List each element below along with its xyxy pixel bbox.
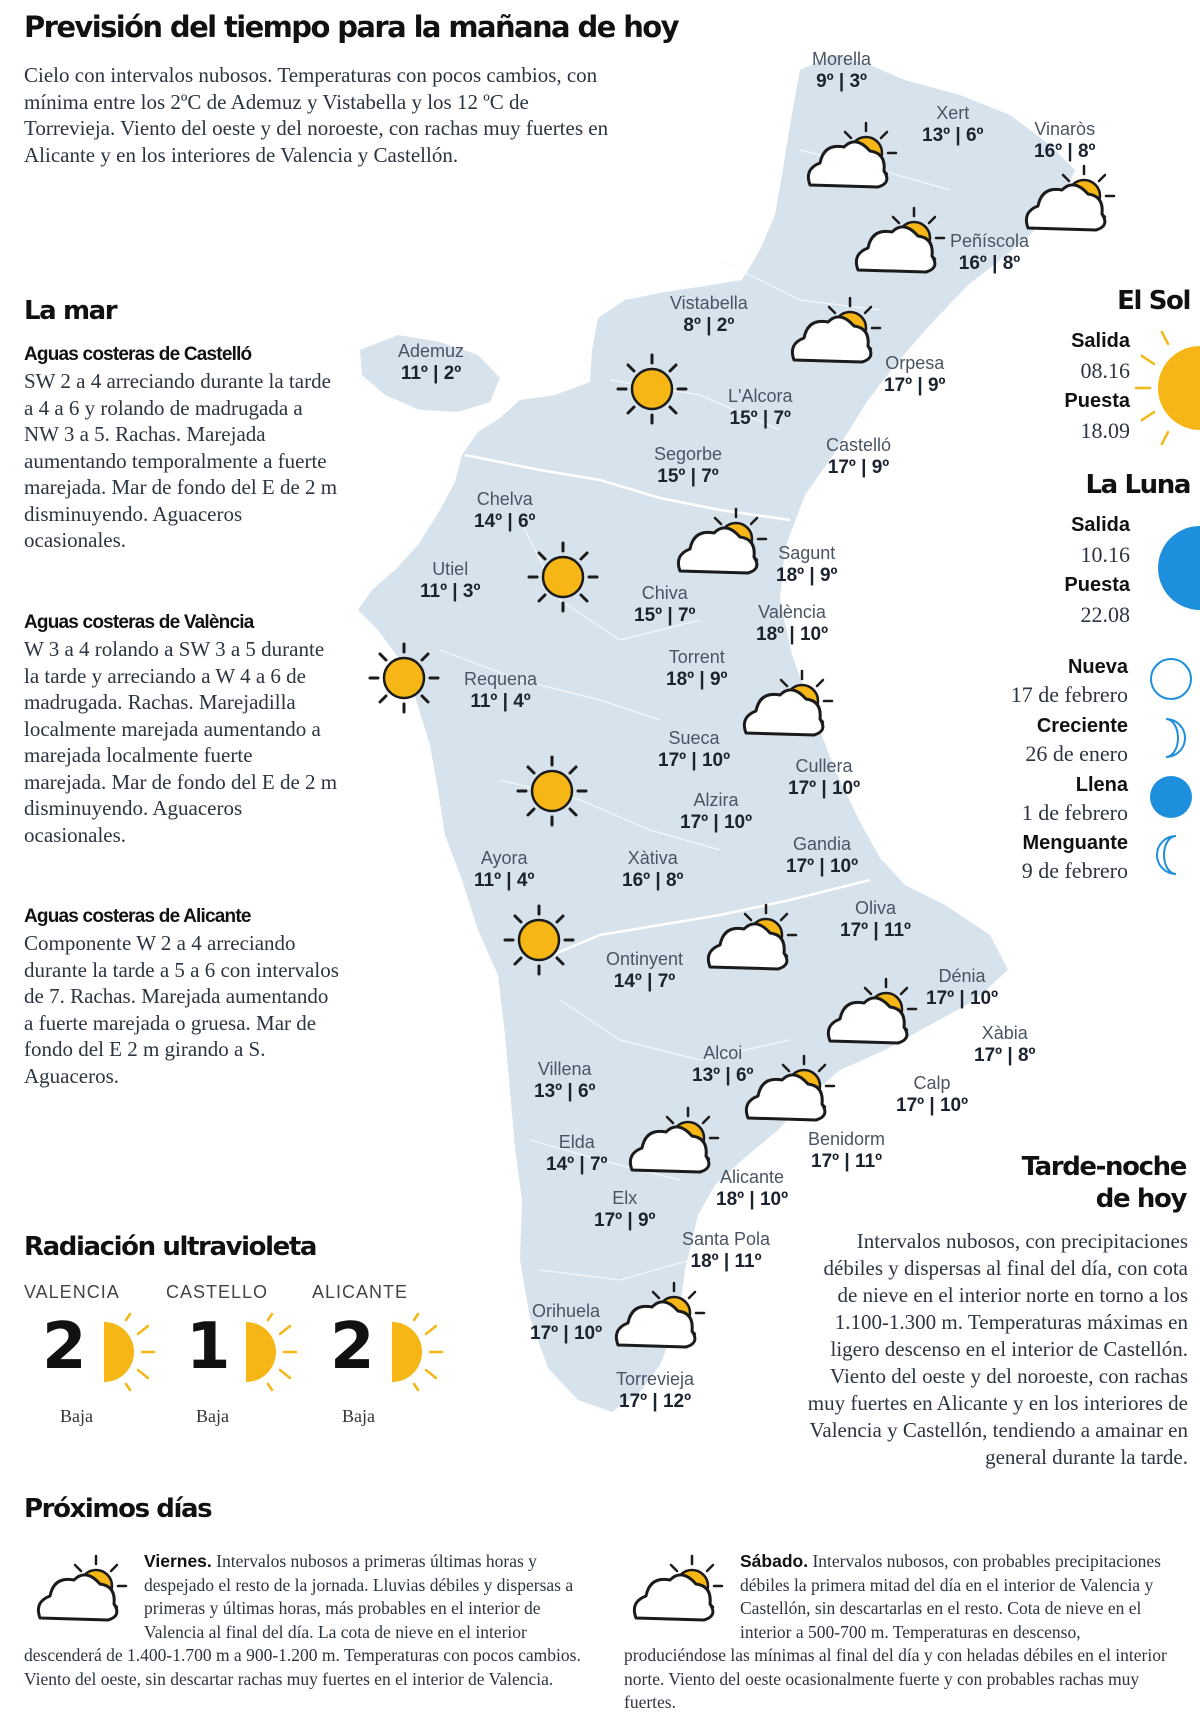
moon-phase-label: Nueva [1067, 656, 1128, 678]
city-label: Morella 9º | 3º [812, 49, 872, 92]
uv-city: VALENCIA [24, 1282, 120, 1302]
full-moon-icon [1148, 774, 1194, 820]
half-sun-icon [100, 1312, 160, 1392]
city-label: Villena 13º | 6º [534, 1059, 596, 1102]
evening-title-line2: de hoy [1095, 1184, 1186, 1214]
day-label: Viernes. [144, 1551, 212, 1571]
day-forecast [24, 1550, 594, 1691]
partly-cloudy-icon [616, 1283, 704, 1347]
city-label: Ayora 11º | 4º [474, 848, 535, 891]
partly-cloudy-icon [808, 123, 896, 187]
moon-set-label: Puesta [1064, 574, 1130, 596]
moon-rise-label: Salida [1071, 514, 1130, 536]
city-label: Dénia 17º | 10º [926, 966, 999, 1009]
uv-value: 2 [330, 1310, 375, 1384]
moon-phase-date: 17 de febrero [1010, 682, 1128, 707]
half-sun-icon [242, 1312, 302, 1392]
uv-value: 2 [42, 1310, 87, 1384]
city-label: Oliva 17º | 11º [840, 898, 911, 941]
city-label: Castelló 17º | 9º [826, 435, 892, 478]
city-label: Chelva 14º | 6º [474, 489, 536, 532]
city-label: Utiel 11º | 3º [420, 559, 481, 602]
city-label: Elda 14º | 7º [546, 1132, 608, 1175]
city-label: València 18º | 10º [756, 602, 829, 645]
moon-title: La Luna [1085, 470, 1190, 500]
city-label: Vinaròs 16º | 8º [1034, 119, 1096, 162]
sun-icon [1130, 326, 1200, 450]
uv-title: Radiación ultravioleta [24, 1232, 317, 1262]
partly-cloudy-icon [792, 298, 880, 362]
city-label: Gandia 17º | 10º [786, 834, 859, 877]
day-forecast [624, 1550, 1180, 1715]
sun-icon [505, 906, 573, 974]
city-label: Ontinyent 14º | 7º [606, 949, 684, 992]
new-moon-icon [1148, 656, 1194, 702]
partly-cloudy-icon [856, 208, 944, 272]
city-label: Alcoi 13º | 6º [692, 1043, 754, 1086]
moon-phase-date: 26 de enero [1025, 741, 1128, 766]
sea-section [24, 344, 339, 554]
sun-icon [518, 757, 586, 825]
page-title: Previsión del tiempo para la mañana de hoy [24, 10, 678, 44]
partly-cloudy-icon [1026, 166, 1114, 230]
city-label: Vistabella 8º | 2º [670, 293, 748, 336]
sea-heading: Aguas costeras de Castelló [24, 344, 252, 365]
sea-text: W 3 a 4 rolando a SW 3 a 5 durante la tarde y arreciando a W 4 a 6 de madrugada. Rachas. Marejadilla localmente marejada aumentando a marejada localmente fuerte marejada. Mar de fondo del E de 2 m disminuyendo. Aguaceros ocasionales. [24, 637, 338, 847]
moon-phase-label: Creciente [1036, 715, 1128, 737]
city-label: Orihuela 17º | 10º [530, 1301, 603, 1344]
sun-set-time: 18.09 [1080, 418, 1130, 443]
intro-text: Cielo con intervalos nubosos. Temperaturas con pocos cambios, con mínima entre los 2ºC de Ademuz y Vistabella y los 12 ºC de Torrevieja. Viento del oeste y del noroeste, con rachas muy fuertes en Alicante y en los interiores de Valencia y Castellón. [24, 63, 609, 167]
uv-city: CASTELLO [166, 1282, 269, 1302]
city-label: Calp 17º | 10º [896, 1073, 969, 1116]
moon-rise-time: 10.16 [1080, 542, 1130, 567]
partly-cloudy-icon [746, 1056, 834, 1120]
sun-rise-label: Salida [1071, 330, 1130, 352]
city-label: Cullera 17º | 10º [788, 756, 861, 799]
moon-phase-label: Llena [1075, 774, 1128, 796]
city-label: Sagunt 18º | 9º [776, 543, 838, 586]
sun-set-label: Puesta [1064, 390, 1130, 412]
uv-item [24, 1282, 164, 1426]
day-text: Intervalos nubosos, con probables precipitaciones débiles la primera mitad del día en el interior de Valencia y Castellón, sin descartarlas en el resto. Cota de nieve en el interior a 500-700 m. Temperaturas en descenso, produciéndose las mínimas al final del día y con heladas débiles en el interior norte. Viento del oeste ocasionalmente fuerte y con probables rachas muy fuertes. [624, 1551, 1167, 1712]
moon-phase-label: Menguante [1022, 832, 1128, 854]
sun-rise-time: 08.16 [1080, 358, 1130, 383]
city-label: Chiva 15º | 7º [634, 583, 696, 626]
sun-icon [370, 644, 438, 712]
city-label: Xert 13º | 6º [922, 103, 984, 146]
uv-value: 1 [186, 1310, 231, 1384]
city-label: Torrevieja 17º | 12º [616, 1369, 695, 1412]
uv-level: Baja [196, 1406, 229, 1426]
day-label: Sábado. [740, 1551, 809, 1571]
sea-text: SW 2 a 4 arreciando durante la tarde a 4 a 6 y rolando de madrugada a NW 3 a 5. Rachas. Marejada aumentando temporalmente a fuerte marejada. Mar de fondo del E de 2 m disminuyendo. Aguaceros ocasionales. [24, 369, 338, 552]
partly-cloudy-icon [708, 905, 796, 969]
city-label: Elx 17º | 9º [594, 1188, 656, 1231]
uv-city: ALICANTE [312, 1282, 409, 1302]
city-label: Ademuz 11º | 2º [398, 341, 465, 384]
city-label: L'Alcora 15º | 7º [728, 386, 793, 429]
sea-text: Componente W 2 a 4 arreciando durante la tarde a 5 a 6 con intervalos de 7. Rachas. Marejada aumentando a fuerte marejada o gruesa. Mar de fondo del E 2 m girando a S. Aguaceros. [24, 931, 339, 1088]
uv-level: Baja [60, 1406, 93, 1426]
moon-set-time: 22.08 [1080, 602, 1130, 627]
moon-phase-date: 1 de febrero [1021, 800, 1128, 825]
city-label: Xàtiva 16º | 8º [622, 848, 684, 891]
last-quarter-moon-icon [1148, 832, 1194, 878]
sea-section [24, 906, 339, 1089]
uv-level: Baja [342, 1406, 375, 1426]
evening-title-line1: Tarde-noche [1021, 1152, 1186, 1182]
partly-cloudy-icon [828, 979, 916, 1043]
day-text: Intervalos nubosos a primeras últimas horas y despejado el resto de la jornada. Lluvias débiles y dispersas a primeras y últimas horas, más probables en el interior de Valencia al final del día. La cota de nieve en el interior descenderá de 1.400-1.700 m a 900-1.200 m. Temperaturas con pocos cambios. Viento del oeste, sin descartar rachas muy fuertes en el interior de Valencia. [24, 1551, 581, 1689]
sea-title: La mar [24, 296, 117, 326]
sun-title: El Sol [1117, 286, 1190, 316]
partly-cloudy-icon [630, 1108, 718, 1172]
next-days-title: Próximos días [24, 1494, 212, 1524]
uv-item [312, 1282, 452, 1426]
sea-section [24, 612, 339, 848]
city-label: Requena 11º | 4º [464, 669, 538, 712]
half-sun-icon [388, 1312, 448, 1392]
evening-text: Intervalos nubosos, con precipitaciones débiles y dispersas al final del día, con cota de nieve en el interior norte en torno a los 1.100-1.300 m. Temperaturas máximas en ligero descenso en el interior de Castellón. Viento del oeste y del noroeste, con rachas muy fuertes en Alicante y en los interiores de Valencia y Castellón, tendiendo a amainar en general durante la tarde. [807, 1229, 1188, 1469]
uv-item [166, 1282, 306, 1426]
city-label: Santa Pola 18º | 11º [682, 1229, 771, 1272]
sea-heading: Aguas costeras de Alicante [24, 906, 251, 927]
moon-icon [1142, 520, 1200, 616]
sun-icon [618, 355, 686, 423]
city-label: Alicante 18º | 10º [716, 1167, 789, 1210]
partly-cloudy-icon [744, 671, 832, 735]
moon-phase-date: 9 de febrero [1021, 858, 1128, 883]
city-label: Benidorm 17º | 11º [808, 1129, 886, 1172]
city-label: Alzira 17º | 10º [680, 790, 753, 833]
city-label: Orpesa 17º | 9º [884, 353, 946, 396]
sea-heading: Aguas costeras de València [24, 612, 254, 633]
partly-cloudy-icon [678, 509, 766, 573]
city-label: Segorbe 15º | 7º [654, 444, 723, 487]
city-label: Xàbia 17º | 8º [974, 1023, 1036, 1066]
city-label: Peñíscola 16º | 8º [950, 231, 1030, 274]
first-quarter-moon-icon [1148, 715, 1194, 761]
city-label: Sueca 17º | 10º [658, 728, 731, 771]
sun-icon [529, 543, 597, 611]
city-label: Torrent 18º | 9º [666, 647, 728, 690]
